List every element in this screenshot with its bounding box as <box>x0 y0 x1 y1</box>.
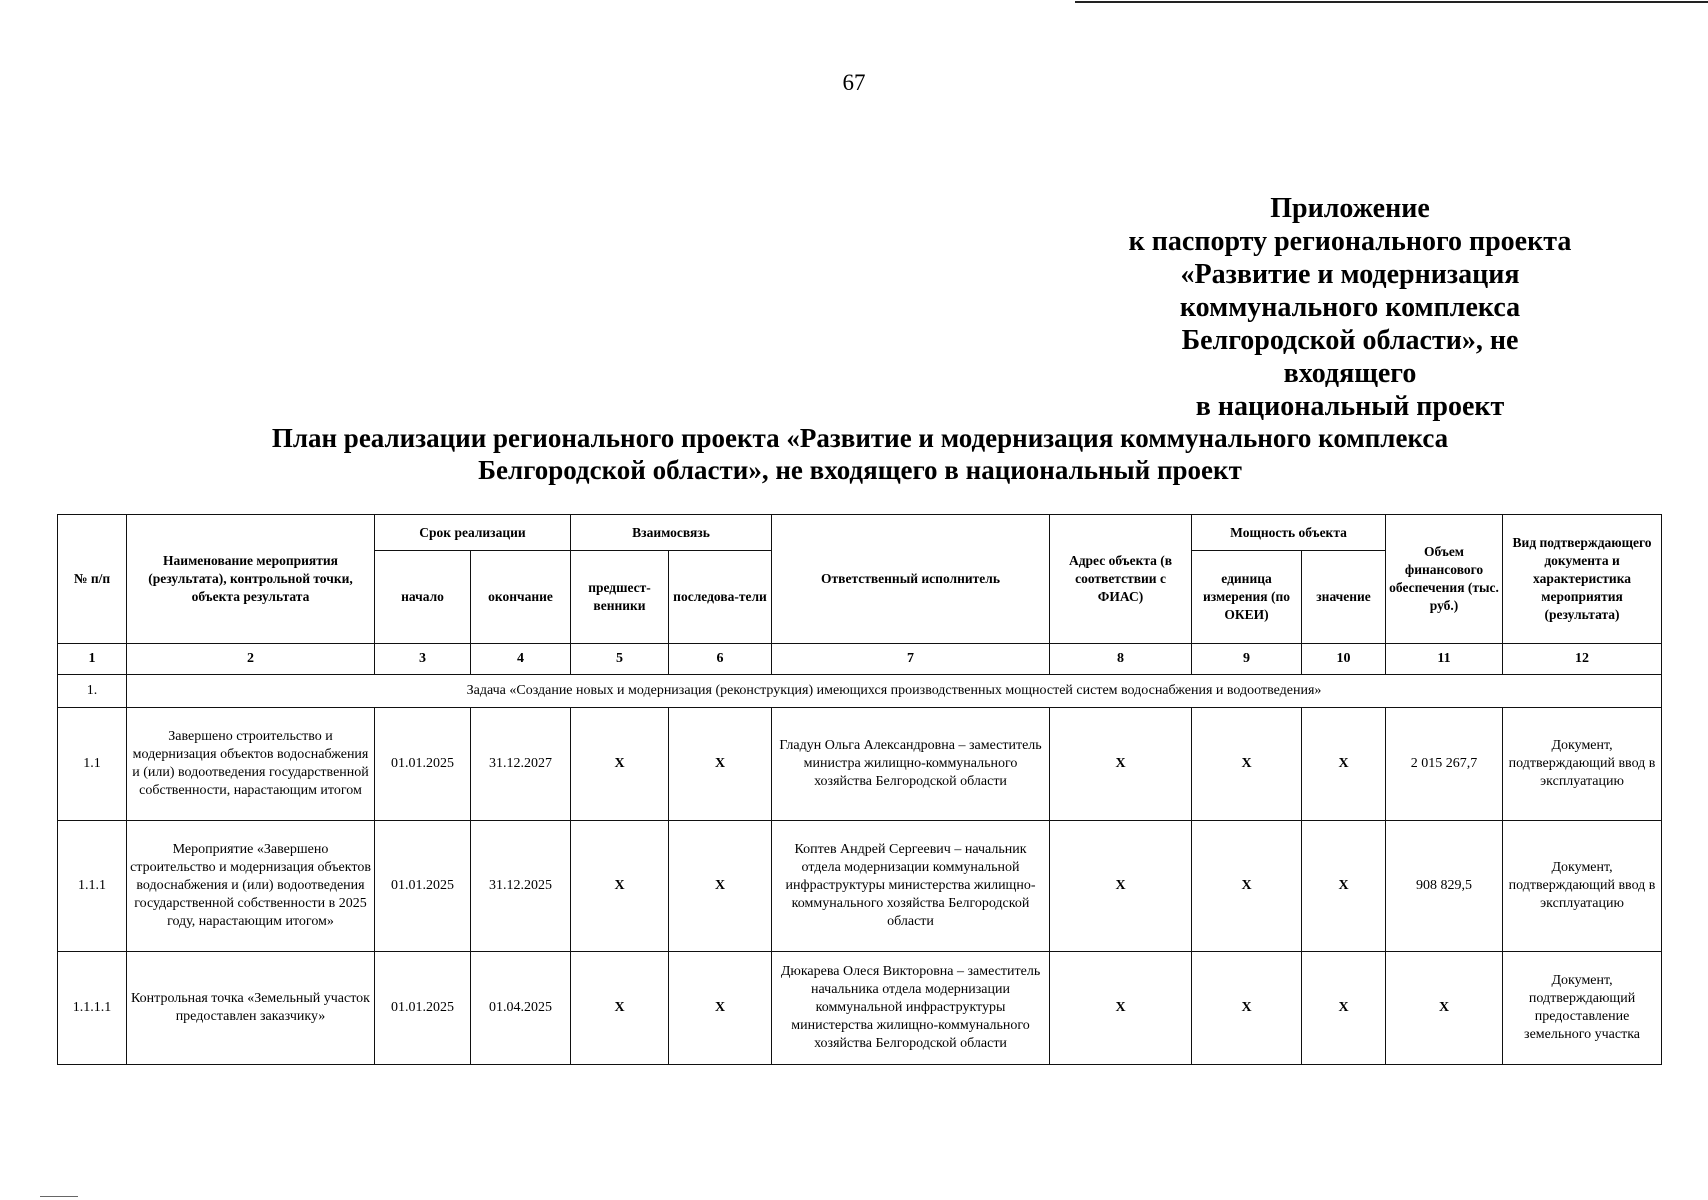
row-document: Документ, подтверждающий ввод в эксплуатацию <box>1503 708 1662 821</box>
task-text: Задача «Создание новых и модернизация (реконструкция) имеющихся производственных мощностей систем водоснабжения и водоотведения» <box>127 675 1662 708</box>
row-responsible: Коптев Андрей Сергеевич – начальник отдела модернизации коммунальной инфраструктуры министерства жилищно-коммунального хозяйства Белгородской области <box>772 821 1050 952</box>
top-border-line <box>1075 1 1708 3</box>
row-end-date: 01.04.2025 <box>471 952 571 1065</box>
row-start-date: 01.01.2025 <box>375 952 471 1065</box>
appendix-line: Белгородской области», не входящего <box>1181 325 1519 389</box>
row-predecessors: Х <box>571 821 669 952</box>
header-unit: единица измерения (по ОКЕИ) <box>1192 551 1302 644</box>
plan-title-line: Белгородской области», не входящего в национальный проект <box>478 455 1242 485</box>
row-finance: 2 015 267,7 <box>1386 708 1503 821</box>
row-predecessors: Х <box>571 708 669 821</box>
row-unit: Х <box>1192 821 1302 952</box>
row-address: Х <box>1050 952 1192 1065</box>
appendix-line: к паспорту регионального проекта <box>1128 226 1572 257</box>
header-document: Вид подтверждающего документа и характеристика мероприятия (результата) <box>1503 515 1662 644</box>
header-responsible: Ответственный исполнитель <box>772 515 1050 644</box>
column-number: 6 <box>669 644 772 675</box>
bottom-margin-mark <box>40 1196 78 1197</box>
column-number: 2 <box>127 644 375 675</box>
row-document: Документ, подтверждающий предоставление земельного участка <box>1503 952 1662 1065</box>
row-end-date: 31.12.2027 <box>471 708 571 821</box>
column-number: 3 <box>375 644 471 675</box>
appendix-line: Приложение <box>1270 193 1430 224</box>
column-number: 12 <box>1503 644 1662 675</box>
table-row <box>58 952 1662 1065</box>
header-capacity: Мощность объекта <box>1192 515 1386 551</box>
header-address: Адрес объекта (в соответствии с ФИАС) <box>1050 515 1192 644</box>
row-name: Мероприятие «Завершено строительство и модернизация объектов водоснабжения и (или) водоотведения государственной собственности в 2025 году, нарастающим итогом» <box>127 821 375 952</box>
row-start-date: 01.01.2025 <box>375 708 471 821</box>
row-unit: Х <box>1192 952 1302 1065</box>
column-number-row <box>58 644 1662 675</box>
page-number: 67 <box>842 70 866 95</box>
row-responsible: Дюкарева Олеся Викторовна – заместитель начальника отдела модернизации коммунальной инфраструктуры министерства жилищно-коммунального хозяйства Белгородской области <box>772 952 1050 1065</box>
row-number: 1.1 <box>58 708 127 821</box>
header-predecessors: предшест-венники <box>571 551 669 644</box>
row-address: Х <box>1050 821 1192 952</box>
appendix-line: в национальный проект <box>1195 391 1505 422</box>
row-successors: Х <box>669 952 772 1065</box>
task-number: 1. <box>58 675 127 708</box>
header-value: значение <box>1302 551 1386 644</box>
header-period: Срок реализации <box>375 515 571 551</box>
header-finance: Объем финансового обеспечения (тыс. руб.) <box>1386 515 1503 644</box>
row-finance: Х <box>1386 952 1503 1065</box>
header-end: окончание <box>471 551 571 644</box>
column-number: 7 <box>772 644 1050 675</box>
table-row <box>58 708 1662 821</box>
row-finance: 908 829,5 <box>1386 821 1503 952</box>
column-number: 11 <box>1386 644 1503 675</box>
row-value: Х <box>1302 952 1386 1065</box>
row-predecessors: Х <box>571 952 669 1065</box>
implementation-plan-table <box>57 514 1662 1065</box>
row-end-date: 31.12.2025 <box>471 821 571 952</box>
row-value: Х <box>1302 708 1386 821</box>
row-name: Завершено строительство и модернизация объектов водоснабжения и (или) водоотведения государственной собственности, нарастающим итогом <box>127 708 375 821</box>
appendix-line: коммунального комплекса <box>1179 292 1521 323</box>
row-start-date: 01.01.2025 <box>375 821 471 952</box>
header-start: начало <box>375 551 471 644</box>
task-row <box>58 675 1662 708</box>
column-number: 1 <box>58 644 127 675</box>
header-name: Наименование мероприятия (результата), контрольной точки, объекта результата <box>127 515 375 644</box>
row-successors: Х <box>669 821 772 952</box>
row-responsible: Гладун Ольга Александровна – заместитель министра жилищно-коммунального хозяйства Белгородской области <box>772 708 1050 821</box>
row-number: 1.1.1.1 <box>58 952 127 1065</box>
plan-title <box>160 422 1560 486</box>
row-value: Х <box>1302 821 1386 952</box>
column-number: 9 <box>1192 644 1302 675</box>
appendix-line: «Развитие и модернизация <box>1180 259 1520 290</box>
row-address: Х <box>1050 708 1192 821</box>
header-number: № п/п <box>58 515 127 644</box>
column-number: 5 <box>571 644 669 675</box>
appendix-heading <box>1120 192 1580 423</box>
row-number: 1.1.1 <box>58 821 127 952</box>
row-document: Документ, подтверждающий ввод в эксплуатацию <box>1503 821 1662 952</box>
table-row <box>58 821 1662 952</box>
row-successors: Х <box>669 708 772 821</box>
header-link: Взаимосвязь <box>571 515 772 551</box>
column-number: 10 <box>1302 644 1386 675</box>
column-number: 8 <box>1050 644 1192 675</box>
column-number: 4 <box>471 644 571 675</box>
row-unit: Х <box>1192 708 1302 821</box>
row-name: Контрольная точка «Земельный участок предоставлен заказчику» <box>127 952 375 1065</box>
header-successors: последова-тели <box>669 551 772 644</box>
plan-title-line: План реализации регионального проекта «Развитие и модернизация коммунального комплекса <box>271 423 1449 453</box>
